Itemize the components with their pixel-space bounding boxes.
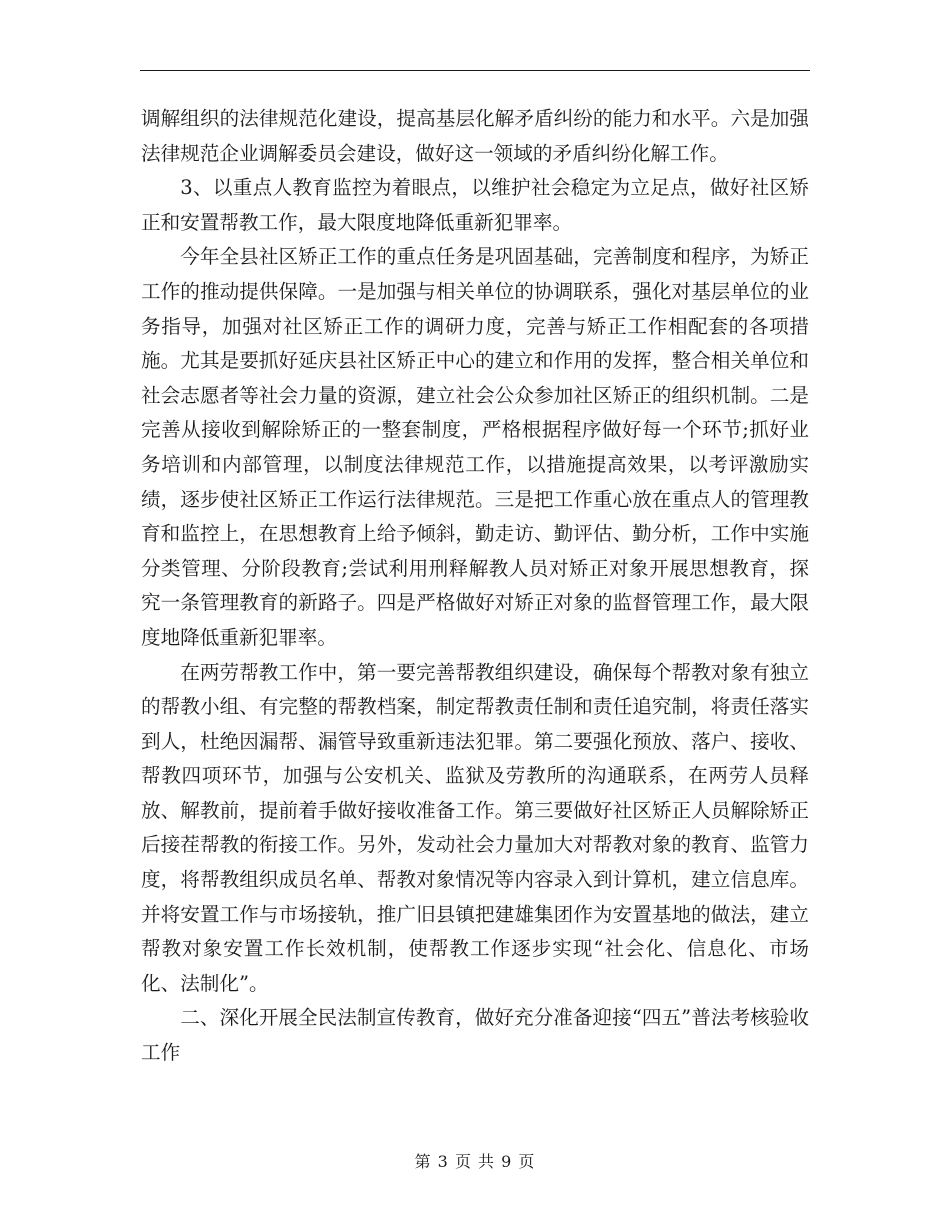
paragraph-item-3: 3、以重点人教育监控为着眼点，以维护社会稳定为立足点，做好社区矫正和安置帮教工作，最大限度地降低重新犯罪率。 (141, 176, 809, 234)
page-number-footer: 第 3 页 共 9 页 (414, 1152, 536, 1171)
header-rule (140, 70, 810, 71)
body-text (141, 102, 809, 1071)
paragraph-community-correction: 今年全县社区矫正工作的重点任务是巩固基础，完善制度和程序，为矫正工作的推动提供保障。一是加强与相关单位的协调联系，强化对基层单位的业务指导，加强对社区矫正工作的调研力度，完善与矫正工作相配套的各项措施。尤其是要抓好延庆县社区矫正中心的建立和作用的发挥，整合相关单位和社会志愿者等社会力量的资源，建立社会公众参加社区矫正的组织机制。二是完善从接收到解除矫正的一整套制度，严格根据程序做好每一个环节;抓好业务培训和内部管理，以制度法律规范工作，以措施提高效果，以考评激励实绩，逐步使社区矫正工作运行法律规范。三是把工作重心放在重点人的管理教育和监控上，在思想教育上给予倾斜，勤走访、勤评估、勤分析，工作中实施分类管理、分阶段教育;尝试利用刑释解教人员对矫正对象开展思想教育，探究一条管理教育的新路子。四是严格做好对矫正对象的监督管理工作，最大限度地降低重新犯罪率。 (141, 245, 809, 649)
paragraph-continuation: 调解组织的法律规范化建设，提高基层化解矛盾纠纷的能力和水平。六是加强法律规范企业调解委员会建设，做好这一领域的矛盾纠纷化解工作。 (141, 107, 809, 165)
paragraph-section-2-heading: 二、深化开展全民法制宣传教育，做好充分准备迎接“四五”普法考核验收工作 (141, 1006, 809, 1065)
paragraph-assistance-education: 在两劳帮教工作中，第一要完善帮教组织建设，确保每个帮教对象有独立的帮教小组、有完整的帮教档案，制定帮教责任制和责任追究制，将责任落实到人，杜绝因漏帮、漏管导致重新违法犯罪。第二要强化预放、落户、接收、帮教四项环节，加强与公安机关、监狱及劳教所的沟通联系，在两劳人员释放、解教前，提前着手做好接收准备工作。第三要做好社区矫正人员解除矫正后接茬帮教的衔接工作。另外，发动社会力量加大对帮教对象的教育、监管力度，将帮教组织成员名单、帮教对象情况等内容录入到计算机，建立信息库。并将安置工作与市场接轨，推广旧县镇把建雄集团作为安置基地的做法，建立帮教对象安置工作长效机制，使帮教工作逐步实现“社会化、信息化、市场化、法制化”。 (141, 660, 809, 995)
